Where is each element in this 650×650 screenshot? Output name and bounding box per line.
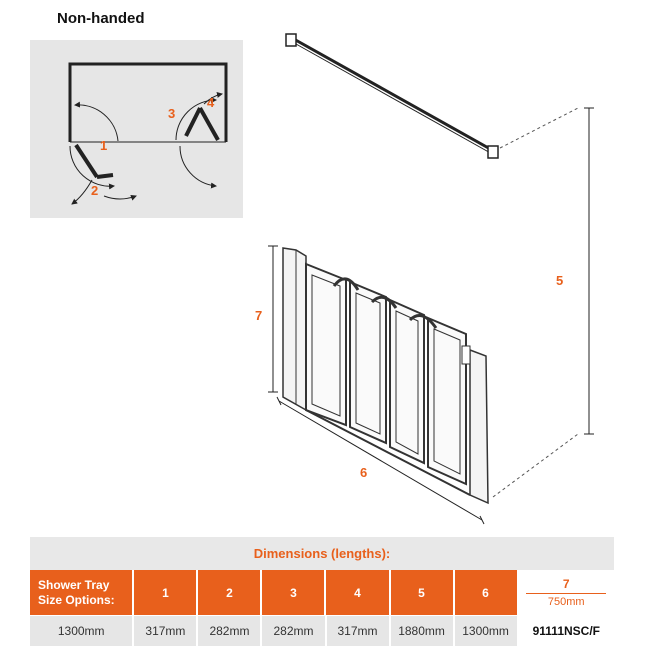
plan-label-1: 1 [100, 138, 108, 153]
plan-label-4: 4 [207, 95, 215, 110]
dimensions-header: Dimensions (lengths): [30, 537, 614, 570]
tray-size-label-line1: Shower Tray [38, 577, 110, 592]
dimension-5 [584, 108, 594, 434]
column-header-1: 1 [134, 570, 198, 615]
dimensions-table-row [30, 616, 614, 646]
value-6: 1300mm [455, 616, 519, 646]
dimension-label-6: 6 [360, 465, 368, 480]
tray-size-label [30, 570, 134, 615]
diagram-title: Non-handed [57, 10, 145, 27]
value-2: 282mm [198, 616, 262, 646]
value-1: 317mm [134, 616, 198, 646]
value-5: 1880mm [391, 616, 455, 646]
column-header-6: 6 [455, 570, 519, 615]
dimension-label-7: 7 [255, 308, 263, 323]
dimensions-table-header-row [30, 570, 614, 615]
value-4: 317mm [327, 616, 391, 646]
column-header-7-divider [526, 593, 606, 594]
tray-size-label-line2: Size Options: [38, 592, 115, 607]
tray-size-value: 1300mm [30, 616, 134, 646]
column-header-2: 2 [198, 570, 262, 615]
product-code: 91111NSC/F [519, 616, 614, 646]
height-guides [493, 108, 578, 497]
column-header-5: 5 [391, 570, 455, 615]
plan-label-3: 3 [168, 106, 176, 121]
dimension-7 [268, 246, 278, 392]
column-header-7-number: 7 [562, 577, 570, 591]
column-header-3: 3 [262, 570, 326, 615]
plan-label-2: 2 [91, 183, 99, 198]
column-header-4: 4 [326, 570, 390, 615]
column-header-7 [519, 570, 614, 615]
door-assembly [283, 248, 488, 503]
support-bar [286, 34, 498, 158]
column-header-7-size: 750mm [547, 596, 585, 608]
dimension-label-5: 5 [556, 273, 564, 288]
value-3: 282mm [262, 616, 326, 646]
